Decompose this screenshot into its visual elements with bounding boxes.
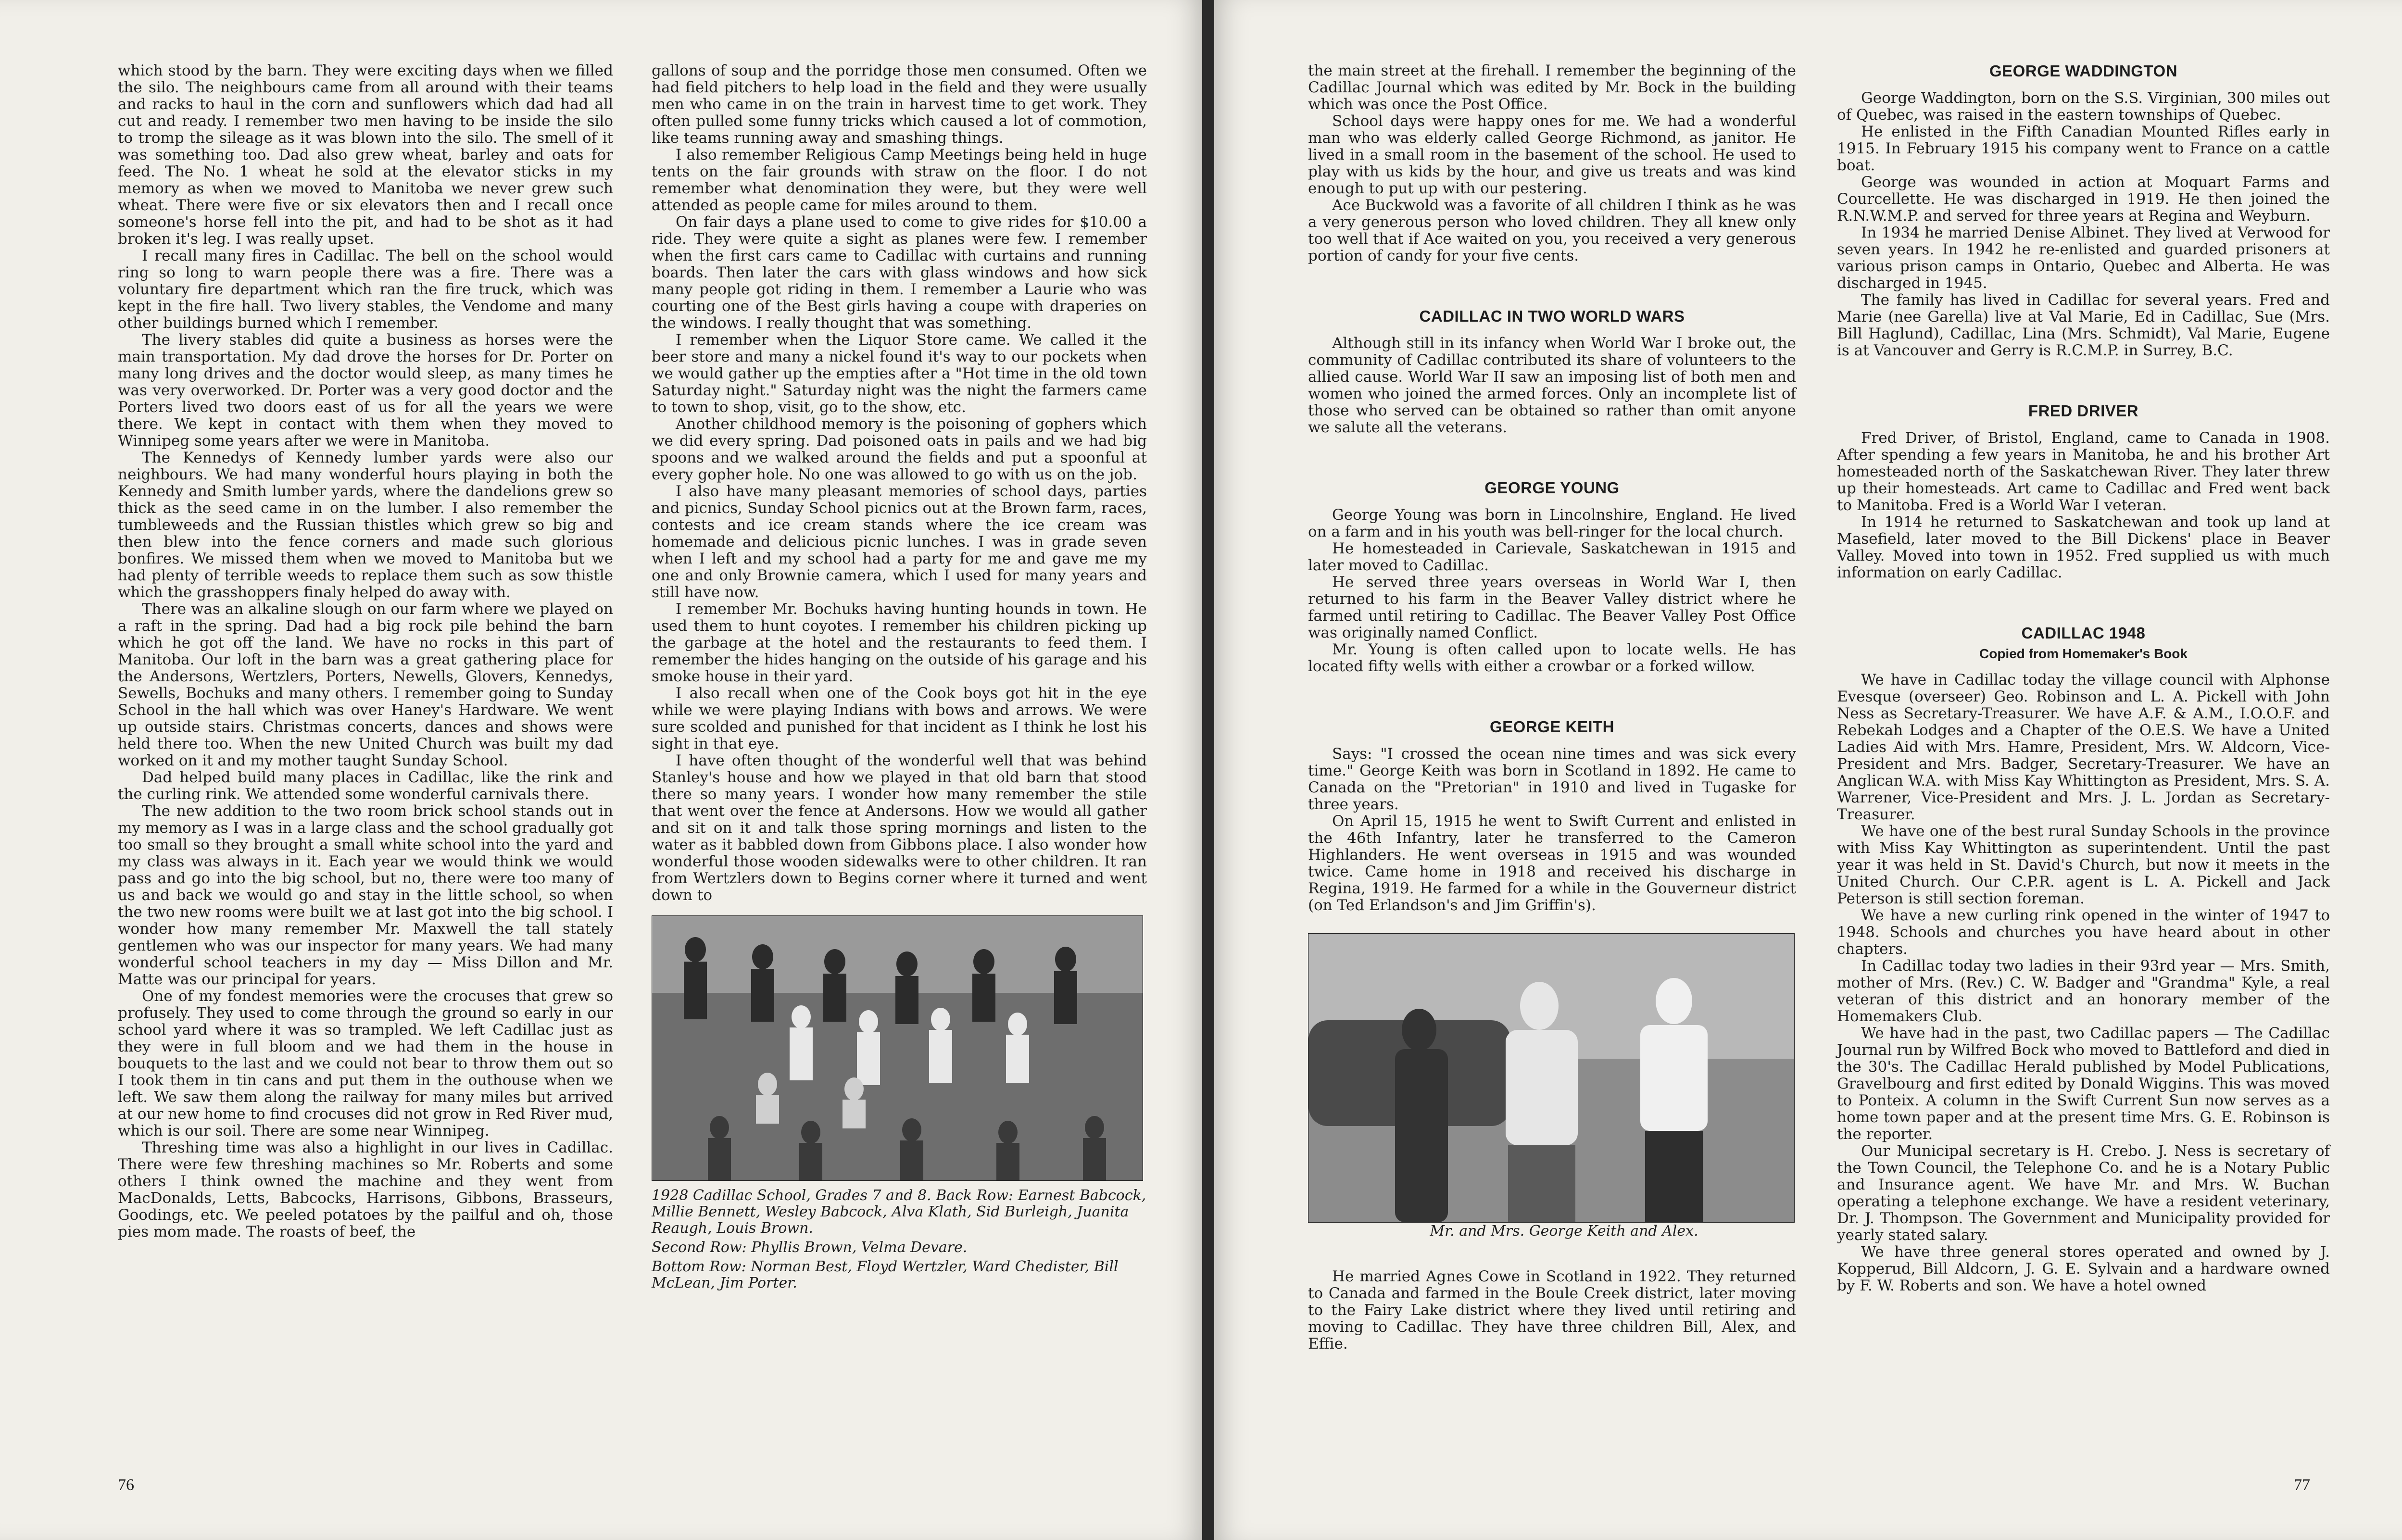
paragraph: I also have many pleasant memories of school days, parties and picnics, Sunday School picnics out at the Brown farm, races, contests and ice cream stands where the ice cream was homemade and delicious picnic lunches. I was in grade seven when I left and my school had a party for me and gave me my one and only Brownie camera, which I used for many years and still have now. [652,483,1147,601]
paragraph: We have in Cadillac today the village council with Alphonse Evesque (overseer) Geo. Robinson and L. A. Pickell with John Ness as Secretary-Treasurer. We have A.F. & A.M., I.O.O.F. and Rebekah Lodges and a Chapter of the O.E.S. We have a United Ladies Aid with Mrs. Hamre, President, Mrs. W. Aldcorn, Vice-President and Mrs. Badger, Secretary-Treasurer. We have an Anglican W.A. with Miss Kay Whittington as President, Mrs. S. A. Warrener, Vice-President and Mrs. J. L. Jordan as Secretary-Treasurer. [1837,671,2330,823]
george-keith-heading: GEORGE KEITH [1489,718,1615,736]
paragraph: He served three years overseas in World War I, then returned to his farm in the Beaver Valley district where he farmed until retiring to Cadillac. The Beaver Valley Post Office was originally named Conflict. [1308,574,1796,641]
caption-line: Second Row: Phyllis Brown, Velma Devare. [652,1239,968,1256]
paragraph: He homesteaded in Carievale, Saskatchewan in 1915 and later moved to Cadillac. [1308,540,1796,574]
paragraph: Mr. Young is often called upon to locate wells. He has located fifty wells with either a crowbar or a forked willow. [1308,641,1796,675]
paragraph: On April 15, 1915 he went to Swift Current and enlisted in the 46th Infantry, later he transferred to the Cameron Highlanders. He went overseas in 1915 and was wounded twice. Came home in 1918 and received his discharge in Regina, 1919. He farmed for a while in the Gouverneur district (on Ted Erlandson's and Jim Griffin's). [1308,813,1796,914]
cadillac-1948-heading: CADILLAC 1948 [2021,624,2146,642]
paragraph: We have had in the past, two Cadillac papers — The Cadillac Journal run by Wilfred Bock who moved to Battleford and died in the 30's. The Cadillac Herald published by Model Publications, Gravelbourg and first edited by Donald Wiggins. This was moved to Ponteix. A column in the Swift Current Sun now serves as a home town paper and at the present time Mrs. G. E. Robinson is the reporter. [1837,1025,2330,1143]
paragraph: the main street at the firehall. I remember the beginning of the Cadillac Journal which was edited by Mr. Bock in the building which was once the Post Office. [1308,62,1796,113]
paragraph: The family has lived in Cadillac for several years. Fred and Marie (nee Garella) live at Val Marie, Ed in Cadillac, Sue (Mrs. Bill Haglund), Cadillac, Lina (Mrs. Schmidt), Val Marie, Eugene is at Vancouver and Gerry is R.C.M.P. in Surrey, B.C. [1837,291,2330,359]
paragraph: One of my fondest memories were the crocuses that grew so profusely. They used to come through the ground so early in our school yard where it was so trampled. We left Cadillac just as they were in full bloom and we had them in the house in bouquets to the last and we could not bear to throw them out so I took them in tin cans and put them in the outhouse when we left. We saw them along the railway for many miles but arrived at our new home to find crocuses did not grow in Red River mud, which is our soil. There are some near Winnipeg. [118,988,613,1139]
paragraph: gallons of soup and the porridge those men consumed. Often we had field pitchers to help load in the field and they were usually men who came in on the train in harvest time to get work. They often pulled some funny tricks which caused a lot of commotion, like teams running away and smashing things. [652,62,1147,147]
paragraph: George Young was born in Lincolnshire, England. He lived on a farm and in his youth was bell-ringer for the local church. [1308,506,1796,540]
keith-photo-caption: Mr. and Mrs. George Keith and Alex. [1430,1223,1698,1240]
paragraph: Our Municipal secretary is H. Crebo. J. Ness is secretary of the Town Council, the Telephone Co. and he is a Notary Public and Insurance agent. We have Mr. and Mrs. W. Buchan operating a telephone exchange. We have a resident veterinary, Dr. J. Thompson. The Government and Municipality provided for yearly stated salary. [1837,1142,2330,1244]
cadillac-1948-subheading: Copied from Homemaker's Book [1979,646,2188,661]
paragraph: There was an alkaline slough on our farm where we played on a raft in the spring. Dad had a big rock pile behind the barn which he got off the land. We have no rocks in this part of Manitoba. Our loft in the barn was a great gathering place for the Andersons, Wertzlers, Porters, Newells, Glovers, Kennedys, Sewells, Bochuks and many others. I remember going to Sunday School in the hall which was over Haney's Hardware. We went up outside stairs. Christmas concerts, dances and shows were held there too. When the new United Church was built my dad worked on it and my mother taught Sunday School. [118,601,613,769]
paragraph: I recall many fires in Cadillac. The bell on the school would ring so long to warn people there was a fire. There was a voluntary fire department which ran the fire truck, which was kept in the fire hall. Two livery stables, the Vendome and many other buildings burned which I remember. [118,247,613,332]
paragraph: which stood by the barn. They were exciting days when we filled the silo. The neighbours came from all around with their teams and racks to haul in the corn and sunflowers which dad had all cut and ready. I remember two men having to be inside the silo to tromp the sileage as it was blown into the silo. The smell of it was something too. Dad also grew wheat, barley and oats for feed. The No. 1 wheat he sold at the elevator sticks in my memory as when we moved to Manitoba we never grew such wheat. There were five or six elevators then and I recall once someone's horse fell into the pit, and had to be shot as it had broken it's leg. I was really upset. [118,62,613,248]
paragraph: I also recall when one of the Cook boys got hit in the eye while we were playing Indians with bows and arrows. We were sure scolded and punished for that incident as I think he lost his sight in that eye. [652,685,1147,752]
keith-family-photo-image [1308,934,1794,1222]
paragraph: I remember Mr. Bochuks having hunting hounds in town. He used them to hunt coyotes. I remember his children picking up the garbage at the hotel and the restaurants to feed them. I remember the hides hanging on the outside of his garage and his smoke house in their yard. [652,601,1147,685]
paragraph: Threshing time was also a highlight in our lives in Cadillac. There were few threshing machines so Mr. Roberts and some others I think owned the machine and they went from MacDonalds, Letts, Babcocks, Harrisons, Gibbons, Brasseurs, Goodings, etc. We peeled potatoes by the pailful and oh, those pies mom made. The roasts of beef, the [118,1139,613,1240]
paragraph: Says: "I crossed the ocean nine times and was sick every time." George Keith was born in Scotland in 1892. He came to Canada on the "Pretorian" in 1910 and lived in Tugaske for three years. [1308,745,1796,813]
right-column-1 [1308,63,1796,1352]
paragraph: I have often thought of the wonderful well that was behind Stanley's house and how we played in that old barn that stood there so many years. I wonder how many remember the stile that went over the fence at Andersons. How we would all gather and sit on it and talk those spring mornings and listen to the water as it babbled down from Gibbons place. I also wonder how wonderful those wooden sidewalks were to other children. It ran from Wertzlers down to Begins corner where it turned and went down to [652,752,1147,904]
george-waddington-heading: GEORGE WADDINGTON [1989,62,2178,80]
paragraph: School days were happy ones for me. We had a wonderful man who was elderly called George Richmond, as janitor. He lived in a small room in the basement of the school. He used to play with us kids by the hour, and give us treats and was kind enough to put up with our pestering. [1308,113,1796,197]
paragraph: George was wounded in action at Moquart Farms and Courcellette. He was discharged in 1919. He then joined the R.N.W.M.P. and served for three years at Regina and Weyburn. [1837,174,2330,225]
paragraph: I remember when the Liquor Store came. We called it the beer store and many a nickel found it's way to our pockets when we would gather up the empties after a "Hot time in the old town Saturday night." Saturday night was the night the farmers came to town to shop, visit, go to the show, etc. [652,331,1147,416]
paragraph: Ace Buckwold was a favorite of all children I think as he was a very generous person who loved children. They all knew only too well that if Ace waited on you, you received a very generous portion of candy for your five cents. [1308,197,1796,264]
paragraph: The livery stables did quite a business as horses were the main transportation. My dad drove the horses for Dr. Porter on many long drives and the doctor would sleep, as many times he was very overworked. Dr. Porter was a very good doctor and the Porters lived two doors east of us for all the years we were there. We kept in contact with them when they moved to Winnipeg some years after we were in Manitoba. [118,331,613,450]
paragraph: Fred Driver, of Bristol, England, came to Canada in 1908. After spending a few years in Manitoba, he and his brother Art homesteaded north of the Saskatchewan River. They later threw up their homesteads. Art came to Cadillac and Fred went back to Manitoba. Fred is a World War I veteran. [1837,429,2330,514]
page-number-right: 77 [2294,1476,2310,1494]
paragraph: Another childhood memory is the poisoning of gophers which we did every spring. Dad poisoned oats in pails and we had big spoons and we walked around the fields and put a spoonful at every gopher hole. No one was allowed to go with us on the job. [652,415,1147,483]
right-page [1214,0,2402,1540]
left-column-1 [118,63,613,1240]
paragraph: George Waddington, born on the S.S. Virginian, 300 miles out of Quebec, was raised in the eastern townships of Quebec. [1837,89,2330,124]
caption-line: 1928 Cadillac School, Grades 7 and 8. Back Row: Earnest Babcock, Millie Bennett, Wesley Babcock, Alva Klath, Sid Burleigh, Juanita Reaugh, Louis Brown. [652,1187,1146,1237]
page-number-left: 76 [118,1476,134,1494]
fred-driver-heading: FRED DRIVER [2028,402,2139,420]
school-photo-caption [652,1188,1147,1291]
school-class-photo [652,915,1143,1181]
paragraph: Although still in its infancy when World War I broke out, the community of Cadillac contributed its share of volunteers to the allied cause. World War II saw an imposing list of both men and women who joined the armed forces. Only an incomplete list of those who served can be obtained so rather than omit anyone we salute all the veterans. [1308,335,1796,436]
paragraph: Dad helped build many places in Cadillac, like the rink and the curling rink. We attended some wonderful carnivals there. [118,769,613,803]
right-column-2 [1837,63,2330,1294]
paragraph: The new addition to the two room brick school stands out in my memory as I was in a large class and the school gradually got too small so they brought a small white school into the yard and my class was always in it. Each year we would think we would pass and go into the big school, but no, there were too many of us and back we would go and stay in the little school, so when the two new rooms were built we at last got into the big school. I wonder how many remember Mr. Maxwell the tall stately gentlemen who was our inspector for many years. We had many wonderful school teachers in my day — Miss Dillon and Mr. Matte was our principal for years. [118,802,613,988]
paragraph: We have one of the best rural Sunday Schools in the province with Miss Kay Whittington as superintendent. Until the past year it was held in St. David's Church, but now it meets in the United Church. Our C.P.R. agent is L. A. Pickell and Jack Peterson is still section foreman. [1837,823,2330,907]
school-class-photo-image [652,916,1143,1180]
george-young-heading: GEORGE YOUNG [1484,479,1620,497]
keith-family-photo [1308,933,1795,1223]
paragraph: In 1914 he returned to Saskatchewan and took up land at Masefield, later moved to the Bill Dickens' place in Beaver Valley. Moved into town in 1952. Fred supplied us with much information on early Cadillac. [1837,513,2330,581]
paragraph: In 1934 he married Denise Albinet. They lived at Verwood for seven years. In 1942 he re-enlisted and guarded prisoners at various prison camps in Ontario, Quebec and Alberta. He was discharged in 1945. [1837,224,2330,292]
paragraph: On fair days a plane used to come to give rides for $10.00 a ride. They were quite a sight as planes were few. I remember when the first cars came to Cadillac with curtains and running boards. Then later the cars with glass windows and how sick many people got riding in them. I remember a Laurie who was courting one of the Best girls having a coupe with draperies on the windows. I really thought that was something. [652,213,1147,332]
left-column-2 [652,63,1147,1294]
paragraph: He enlisted in the Fifth Canadian Mounted Rifles early in 1915. In February 1915 his company went to France on a cattle boat. [1837,123,2330,174]
paragraph: We have three general stores operated and owned by J. Kopperud, Bill Aldcorn, J. G. E. Sylvain and a hardware owned by F. W. Roberts and son. We have a hotel owned [1837,1243,2330,1294]
paragraph: I also remember Religious Camp Meetings being held in huge tents on the fair grounds with straw on the floor. I do not remember what denomination they were, but they were well attended as people came for miles around to them. [652,146,1147,214]
paragraph: We have a new curling rink opened in the winter of 1947 to 1948. Schools and churches you have heard about in other chapters. [1837,907,2330,958]
wars-heading: CADILLAC IN TWO WORLD WARS [1419,307,1685,325]
caption-line: Bottom Row: Norman Best, Floyd Wertzler, Ward Chedister, Bill McLean, Jim Porter. [652,1258,1119,1291]
paragraph: He married Agnes Cowe in Scotland in 1922. They returned to Canada and farmed in the Boule Creek district, later moving to the Fairy Lake district where they lived until retiring and moving to Cadillac. They have three children Bill, Alex, and Effie. [1308,1268,1796,1352]
paragraph: The Kennedys of Kennedy lumber yards were also our neighbours. We had many wonderful hours playing in both the Kennedy and Smith lumber yards, where the dandelions grew so thick as the seed came in on the lumber. I also remember the tumbleweeds and the Russian thistles which grew so big and then blew into the fence corners and made such glorious bonfires. We missed them when we moved to Manitoba but we had plenty of terrible weeds to replace them such as sow thistle which the grasshoppers finaly helped do away with. [118,449,613,601]
paragraph: In Cadillac today two ladies in their 93rd year — Mrs. Smith, mother of Mrs. (Rev.) C. W. Badger and "Grandma" Kyle, a real veteran of this district and an honorary member of the Homemakers Club. [1837,957,2330,1025]
